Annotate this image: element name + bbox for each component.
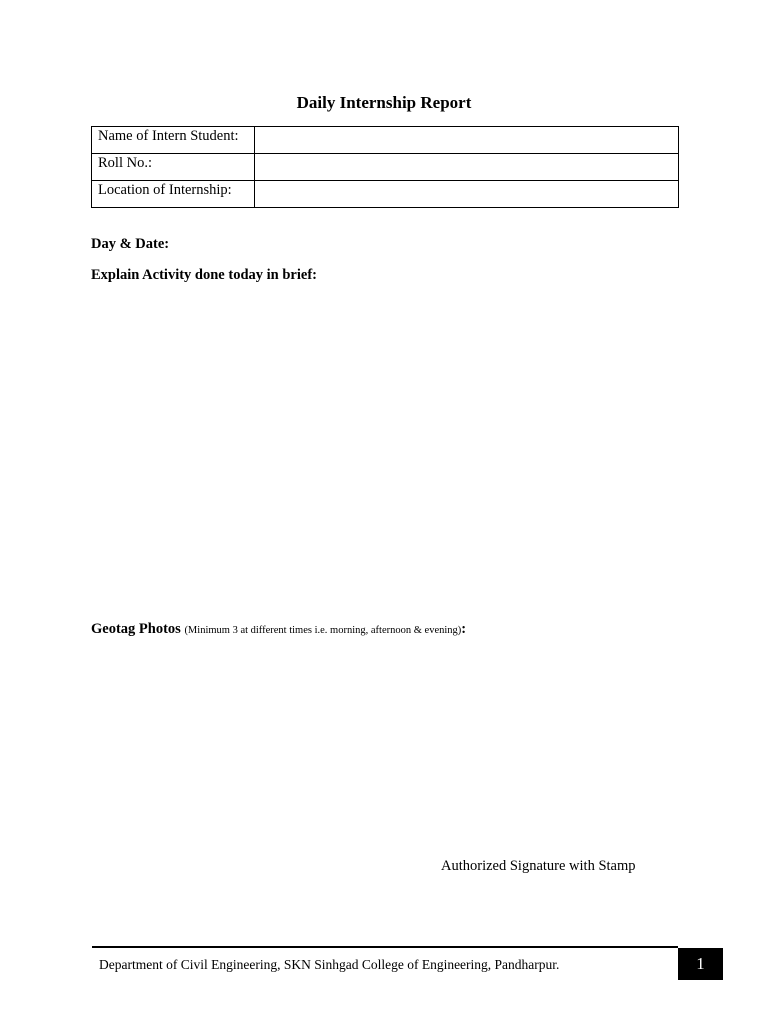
- intern-info-table: [91, 126, 679, 208]
- geotag-label: Geotag Photos: [91, 621, 181, 637]
- geotag-colon: :: [461, 621, 467, 637]
- report-title: Daily Internship Report: [296, 93, 472, 112]
- location-value[interactable]: [255, 181, 679, 208]
- table-row: [92, 181, 679, 208]
- roll-no-label: Roll No.:: [92, 154, 255, 181]
- location-label: Location of Internship:: [92, 181, 255, 208]
- intern-name-value[interactable]: [255, 127, 679, 154]
- footer-divider: [92, 946, 678, 948]
- page-number: 1: [678, 948, 723, 980]
- table-row: [92, 154, 679, 181]
- day-date-label: Day & Date:: [91, 236, 170, 252]
- geotag-photos-heading: [91, 621, 466, 638]
- intern-name-label: Name of Intern Student:: [92, 127, 255, 154]
- activity-label: Explain Activity done today in brief:: [91, 267, 317, 283]
- table-row: [92, 127, 679, 154]
- roll-no-value[interactable]: [255, 154, 679, 181]
- footer-department: Department of Civil Engineering, SKN Sinhgad College of Engineering, Pandharpur.: [99, 957, 560, 972]
- authorized-signature-label: Authorized Signature with Stamp: [441, 858, 636, 874]
- geotag-note: (Minimum 3 at different times i.e. morning, afternoon & evening): [184, 625, 462, 636]
